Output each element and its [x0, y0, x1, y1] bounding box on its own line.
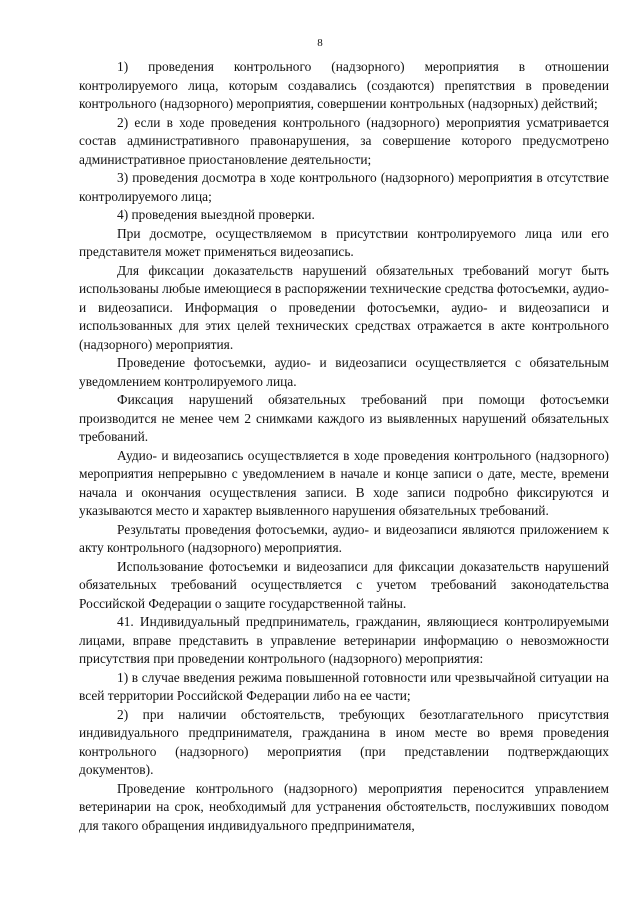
paragraph: 41. Индивидуальный предприниматель, гражданин, являющиеся контролируемыми лицами, вправе представить в управление ветеринарии информацию о невозможности присутствия при проведении контрольного (надзорного) мероприятия:: [79, 614, 609, 666]
paragraph: Использование фотосъемки и видеозаписи для фиксации доказательств нарушений обязательных требований осуществляется с учетом требований законодательства Российской Федерации о защите государственной тайны.: [79, 558, 609, 611]
page-number: 8: [317, 37, 323, 49]
paragraph: Результаты проведения фотосъемки, аудио- и видеозаписи являются приложением к акту контрольного (надзорного) мероприятия.: [79, 521, 609, 555]
paragraph: При досмотре, осуществляемом в присутствии контролируемого лица или его представителя может применяться видеозапись.: [79, 225, 609, 259]
paragraph: 2) при наличии обстоятельств, требующих безотлагательного присутствия индивидуального предпринимателя, гражданина в ином месте во время проведения контрольного (надзорного) мероприятия (при представлении подтверждающих документов).: [79, 706, 609, 777]
paragraph: 2) если в ходе проведения контрольного (надзорного) мероприятия усматривается состав административного правонарушения, за совершение которого предусмотрено административное приостановление деятельности;: [79, 114, 609, 167]
paragraph: Проведение контрольного (надзорного) мероприятия переносится управлением ветеринарии на срок, необходимый для устранения обстоятельств, послуживших поводом для такого обращения индивидуального предпринимателя,: [79, 780, 609, 833]
document-body: [79, 58, 609, 835]
paragraph: 1) в случае введения режима повышенной готовности или чрезвычайной ситуации на всей территории Российской Федерации либо на ее части;: [79, 669, 609, 703]
paragraph: Аудио- и видеозапись осуществляется в ходе проведения контрольного (надзорного) мероприятия непрерывно с уведомлением в начале и конце записи о дате, месте, времени начала и окончания осуществления записи. В ходе записи подробно фиксируются и указываются место и характер выявленного нарушения обязательных требований.: [79, 447, 609, 518]
paragraph: 1) проведения контрольного (надзорного) мероприятия в отношении контролируемого лица, которым создавались (создаются) препятствия в проведении контрольного (надзорного) мероприятия, совершении контрольных (надзорных) действий;: [79, 59, 609, 111]
paragraph: Для фиксации доказательств нарушений обязательных требований могут быть использованы любые имеющиеся в распоряжении технические средства фотосъемки, аудио- и видеозаписи. Информация о проведении фотосъемки, аудио- и видеозаписи и использованных для этих целей технических средствах отражается в акте контрольного (надзорного) мероприятия.: [79, 262, 609, 352]
paragraph: Фиксация нарушений обязательных требований при помощи фотосъемки производится не менее чем 2 снимками каждого из выявленных нарушений обязательных требований.: [79, 392, 609, 444]
paragraph: 3) проведения досмотра в ходе контрольного (надзорного) мероприятия в отсутствие контролируемого лица;: [79, 170, 609, 204]
paragraph: 4) проведения выездной проверки.: [117, 207, 315, 222]
paragraph: Проведение фотосъемки, аудио- и видеозаписи осуществляется с обязательным уведомлением контролируемого лица.: [79, 355, 609, 389]
